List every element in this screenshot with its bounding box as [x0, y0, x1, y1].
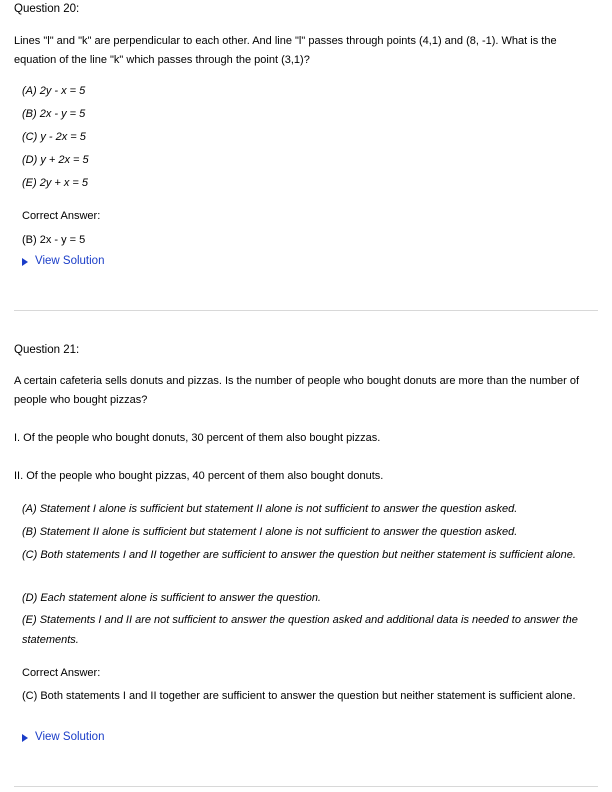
question-20-option-d: (D) y + 2x = 5: [22, 154, 89, 166]
question-20-option-b: (B) 2x - y = 5: [22, 108, 86, 120]
question-20-option-e: (E) 2y + x = 5: [22, 177, 89, 189]
question-21-option-d: (D) Each statement alone is sufficient to answer the question.: [22, 592, 321, 604]
question-20-correct-answer: (B) 2x - y = 5: [22, 234, 86, 246]
question-divider: [14, 310, 598, 311]
question-20-header: Question 20:: [14, 3, 80, 15]
question-20-view-solution-link[interactable]: [22, 255, 104, 267]
view-solution-label: View Solution: [35, 255, 105, 267]
question-20-option-a: (A) 2y - x = 5: [22, 85, 86, 97]
question-21-option-b: (B) Statement II alone is sufficient but statement I alone is not sufficient to answer the question asked.: [22, 526, 518, 538]
question-21-text: A certain cafeteria sells donuts and pizzas. Is the number of people who bought donuts are more than the number of people who bought pizzas?: [14, 375, 580, 406]
question-21-statement-2: II. Of the people who bought pizzas, 40 percent of them also bought donuts.: [14, 470, 384, 482]
question-20-option-c: (C) y - 2x = 5: [22, 131, 86, 143]
question-21-option-c: (C) Both statements I and II together are sufficient to answer the question but neither statement is sufficient alone.: [22, 549, 576, 561]
question-20-correct-answer-label: Correct Answer:: [22, 210, 101, 222]
question-21-view-solution-link[interactable]: [22, 731, 104, 743]
expand-triangle-icon: [22, 734, 28, 742]
question-20-text: Lines "l" and "k" are perpendicular to each other. And line "l" passes through points (4,1) and (8, -1). What is the equation of the line "k" which passes through the point (3,1)?: [14, 35, 557, 66]
expand-triangle-icon: [22, 258, 28, 266]
question-divider: [14, 786, 598, 787]
question-21-option-e: (E) Statements I and II are not sufficient to answer the question asked and additional data is needed to answer the statements.: [22, 614, 578, 646]
view-solution-label: View Solution: [35, 731, 105, 743]
question-21-statement-1: I. Of the people who bought donuts, 30 percent of them also bought pizzas.: [14, 432, 381, 444]
question-21-correct-answer: (C) Both statements I and II together are sufficient to answer the question but neither statement is sufficient alone.: [22, 690, 576, 702]
question-21-option-a: (A) Statement I alone is sufficient but statement II alone is not sufficient to answer the question asked.: [22, 503, 518, 515]
question-21-correct-answer-label: Correct Answer:: [22, 667, 101, 679]
question-21-header: Question 21:: [14, 344, 80, 356]
